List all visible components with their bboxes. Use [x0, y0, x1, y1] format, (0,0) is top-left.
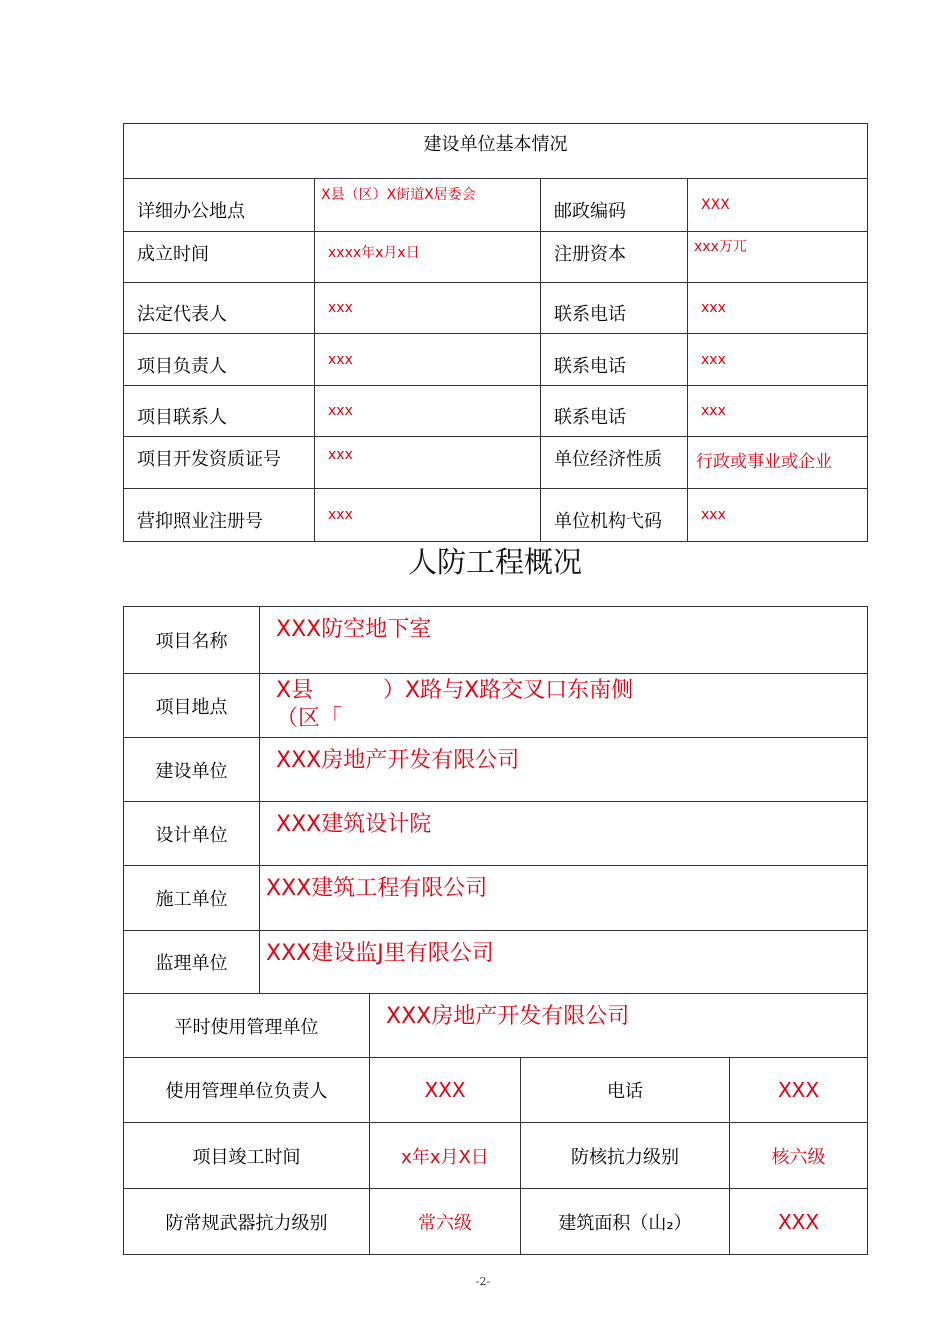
qualification-cert-value: xxx	[315, 437, 541, 489]
org-code-value: xxx	[688, 489, 868, 542]
basic-info-title: 建设单位基本情况	[124, 124, 868, 179]
project-leader-label: 项目负责人	[124, 334, 315, 386]
business-license-label: 营抑照业注册号	[124, 489, 315, 542]
founded-date-value: xxxx年x月x日	[315, 232, 541, 283]
phone-label-2: 联系电话	[541, 334, 688, 386]
registered-capital-value: xxx万兀	[688, 232, 868, 283]
building-area-label: 建筑面积（山₂）	[521, 1189, 730, 1255]
project-location-value	[260, 674, 868, 738]
postal-code-label: 邮政编码	[541, 179, 688, 232]
phone-value-2: xxx	[688, 334, 868, 386]
design-unit-value: XXX建筑设计院	[260, 802, 868, 866]
qualification-cert-label: 项目开发资质证号	[124, 437, 315, 489]
nuclear-resistance-value: 核六级	[730, 1123, 868, 1189]
project-leader-value: xxx	[315, 334, 541, 386]
conventional-resistance-value: 常六级	[370, 1189, 521, 1255]
legal-representative-label: 法定代表人	[124, 283, 315, 334]
project-name-value: XXX防空地下室	[260, 607, 868, 674]
nuclear-resistance-label: 防核抗力级别	[521, 1123, 730, 1189]
manager-unit-label: 平时使用管理单位	[124, 994, 370, 1058]
phone-value-3: xxx	[688, 386, 868, 437]
conventional-resistance-label: 防常规武器抗力级别	[124, 1189, 370, 1255]
project-location-line2: （区「	[276, 706, 343, 731]
project-overview-title: 人防工程概况	[407, 545, 582, 579]
supervision-unit-label: 监理单位	[124, 931, 260, 994]
completion-date-label: 项目竣工时间	[124, 1123, 370, 1189]
construction-unit-value: XXX房地产开发有限公司	[260, 738, 868, 802]
project-contact-value: xxx	[315, 386, 541, 437]
builder-unit-label: 施工单位	[124, 866, 260, 931]
manager-phone-value: XXX	[730, 1058, 868, 1123]
economic-nature-label: 单位经济性质	[541, 437, 688, 489]
registered-capital-label: 注册资本	[541, 232, 688, 283]
project-location-label: 项目地点	[124, 674, 260, 738]
phone-label-3: 联系电话	[541, 386, 688, 437]
builder-unit-value: XXX建筑工程有限公司	[260, 866, 868, 931]
manager-unit-value: XXX房地产开发有限公司	[370, 994, 868, 1058]
postal-code-value: XXX	[688, 179, 868, 232]
office-address-label: 详细办公地点	[124, 179, 315, 232]
project-location-line1: X县 ）X路与X路交叉口东南侧	[276, 678, 634, 703]
building-area-value: XXX	[730, 1189, 868, 1255]
project-contact-label: 项目联系人	[124, 386, 315, 437]
phone-label-1: 联系电话	[541, 283, 688, 334]
construction-unit-label: 建设单位	[124, 738, 260, 802]
manager-phone-label: 电话	[521, 1058, 730, 1123]
office-address-value: X县（区）X街道X居委会	[315, 179, 541, 232]
economic-nature-value: 行政或事业或企业	[688, 437, 868, 489]
legal-representative-value: xxx	[315, 283, 541, 334]
completion-date-value: x年x月X日	[370, 1123, 521, 1189]
project-overview-table	[123, 606, 868, 1255]
page-number: -2-	[475, 1275, 491, 1288]
founded-date-label: 成立时间	[124, 232, 315, 283]
manager-leader-label: 使用管理单位负责人	[124, 1058, 370, 1123]
basic-info-table	[123, 123, 868, 542]
business-license-value: xxx	[315, 489, 541, 542]
project-name-label: 项目名称	[124, 607, 260, 674]
supervision-unit-value: XXX建设监J里有限公司	[260, 931, 868, 994]
design-unit-label: 设计单位	[124, 802, 260, 866]
manager-leader-value: XXX	[370, 1058, 521, 1123]
org-code-label: 单位机构弋码	[541, 489, 688, 542]
phone-value-1: xxx	[688, 283, 868, 334]
